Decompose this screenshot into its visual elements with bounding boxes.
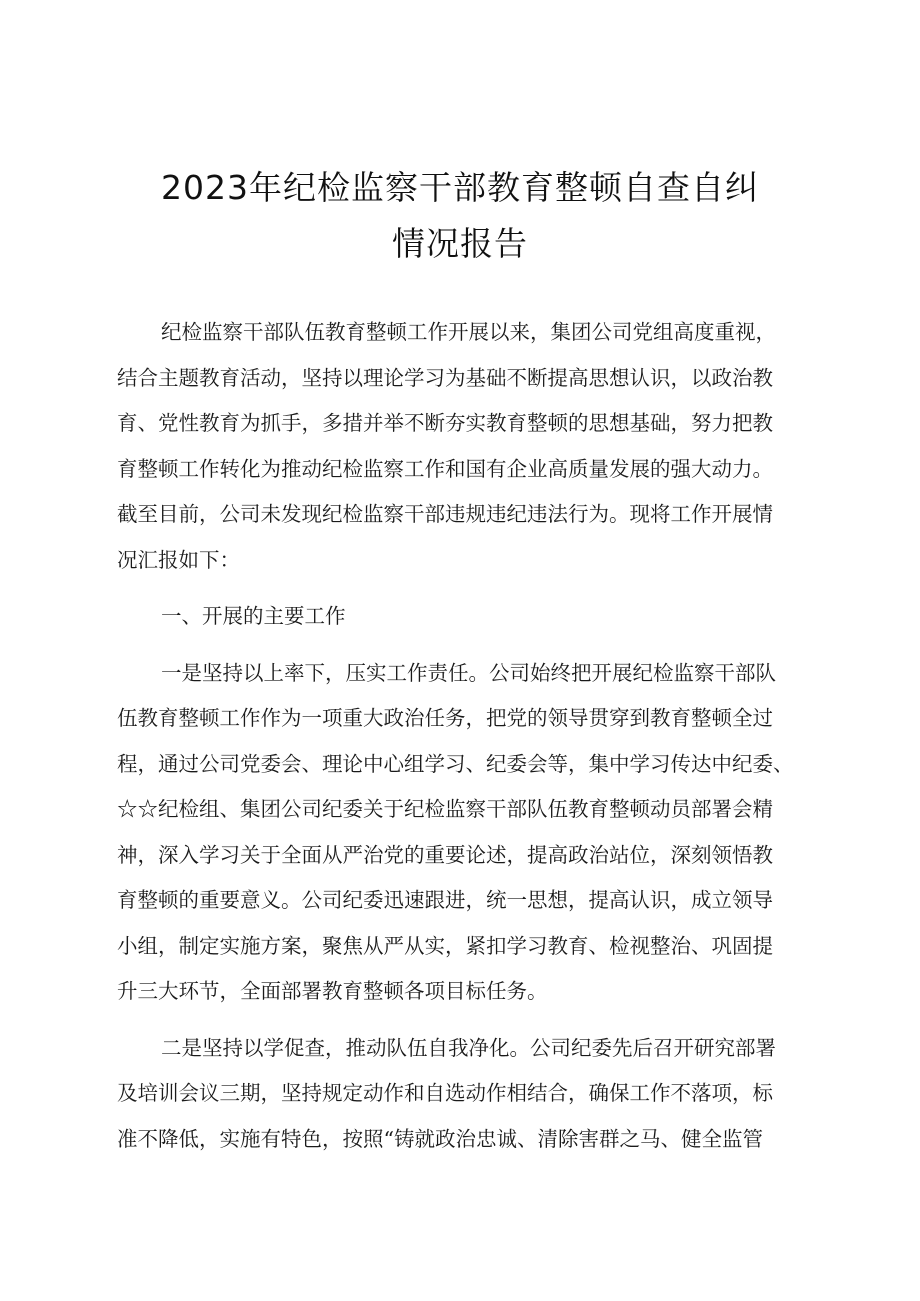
document-title-line-2: 情况报告: [392, 224, 528, 263]
text-line: 育、党性教育为抓手，多措并举不断夯实教育整顿的思想基础，努力把教: [117, 411, 773, 435]
text-line: 程，通过公司党委会、理论中心组学习、纪委会等，集中学习传达中纪委、: [117, 751, 794, 776]
text-line: 结合主题教育活动，坚持以理论学习为基础不断提高思想认识，以政治教: [117, 365, 773, 390]
section-heading: [117, 594, 817, 640]
heading-main-work: 一、开展的主要工作: [161, 604, 346, 628]
text-line: 纪检监察干部队伍教育整顿工作开展以来，集团公司党组高度重视，: [161, 320, 776, 344]
text-line: 及培训会议三期，坚持规定动作和自选动作相结合，确保工作不落项，标: [117, 1081, 773, 1105]
text-line: 一是坚持以上率下，压实工作责任。公司始终把开展纪检监察干部队: [161, 660, 776, 685]
text-line: 况汇报如下：: [117, 547, 240, 572]
text-line: 育整顿工作转化为推动纪检监察工作和国有企业高质量发展的强大动力。: [117, 456, 773, 481]
text-line: 截至目前，公司未发现纪检监察干部违规违纪违法行为。现将工作开展情: [117, 502, 773, 526]
text-line: 神，深入学习关于全面从严治党的重要论述，提高政治站位，深刻领悟教: [117, 842, 773, 867]
text-line: 二是坚持以学促查，推动队伍自我净化。公司纪委先后召开研究部署: [161, 1035, 776, 1060]
paragraph-intro: [117, 310, 817, 583]
document-body: [117, 310, 817, 1162]
paragraph-first-point: [117, 651, 817, 1015]
text-line: ☆☆纪检组、集团公司纪委关于纪检监察干部队伍教育整顿动员部署会精: [117, 797, 773, 821]
text-line: 准不降低，实施有特色，按照“铸就政治忠诚、清除害群之马、健全监管: [117, 1126, 763, 1151]
paragraph-second-point: [117, 1026, 817, 1163]
text-line: 小组，制定实施方案，聚焦从严从实，紧扣学习教育、检视整治、巩固提: [117, 933, 773, 958]
text-line: 育整顿的重要意义。公司纪委迅速跟进，统一思想，提高认识，成立领导: [117, 888, 773, 912]
document-title-line-1: 2023年纪检监察干部教育整顿自查自纠: [161, 168, 759, 207]
text-line: 伍教育整顿工作作为一项重大政治任务，把党的领导贯穿到教育整顿全过: [117, 706, 773, 730]
text-line: 升三大环节，全面部署教育整顿各项目标任务。: [117, 979, 548, 1003]
